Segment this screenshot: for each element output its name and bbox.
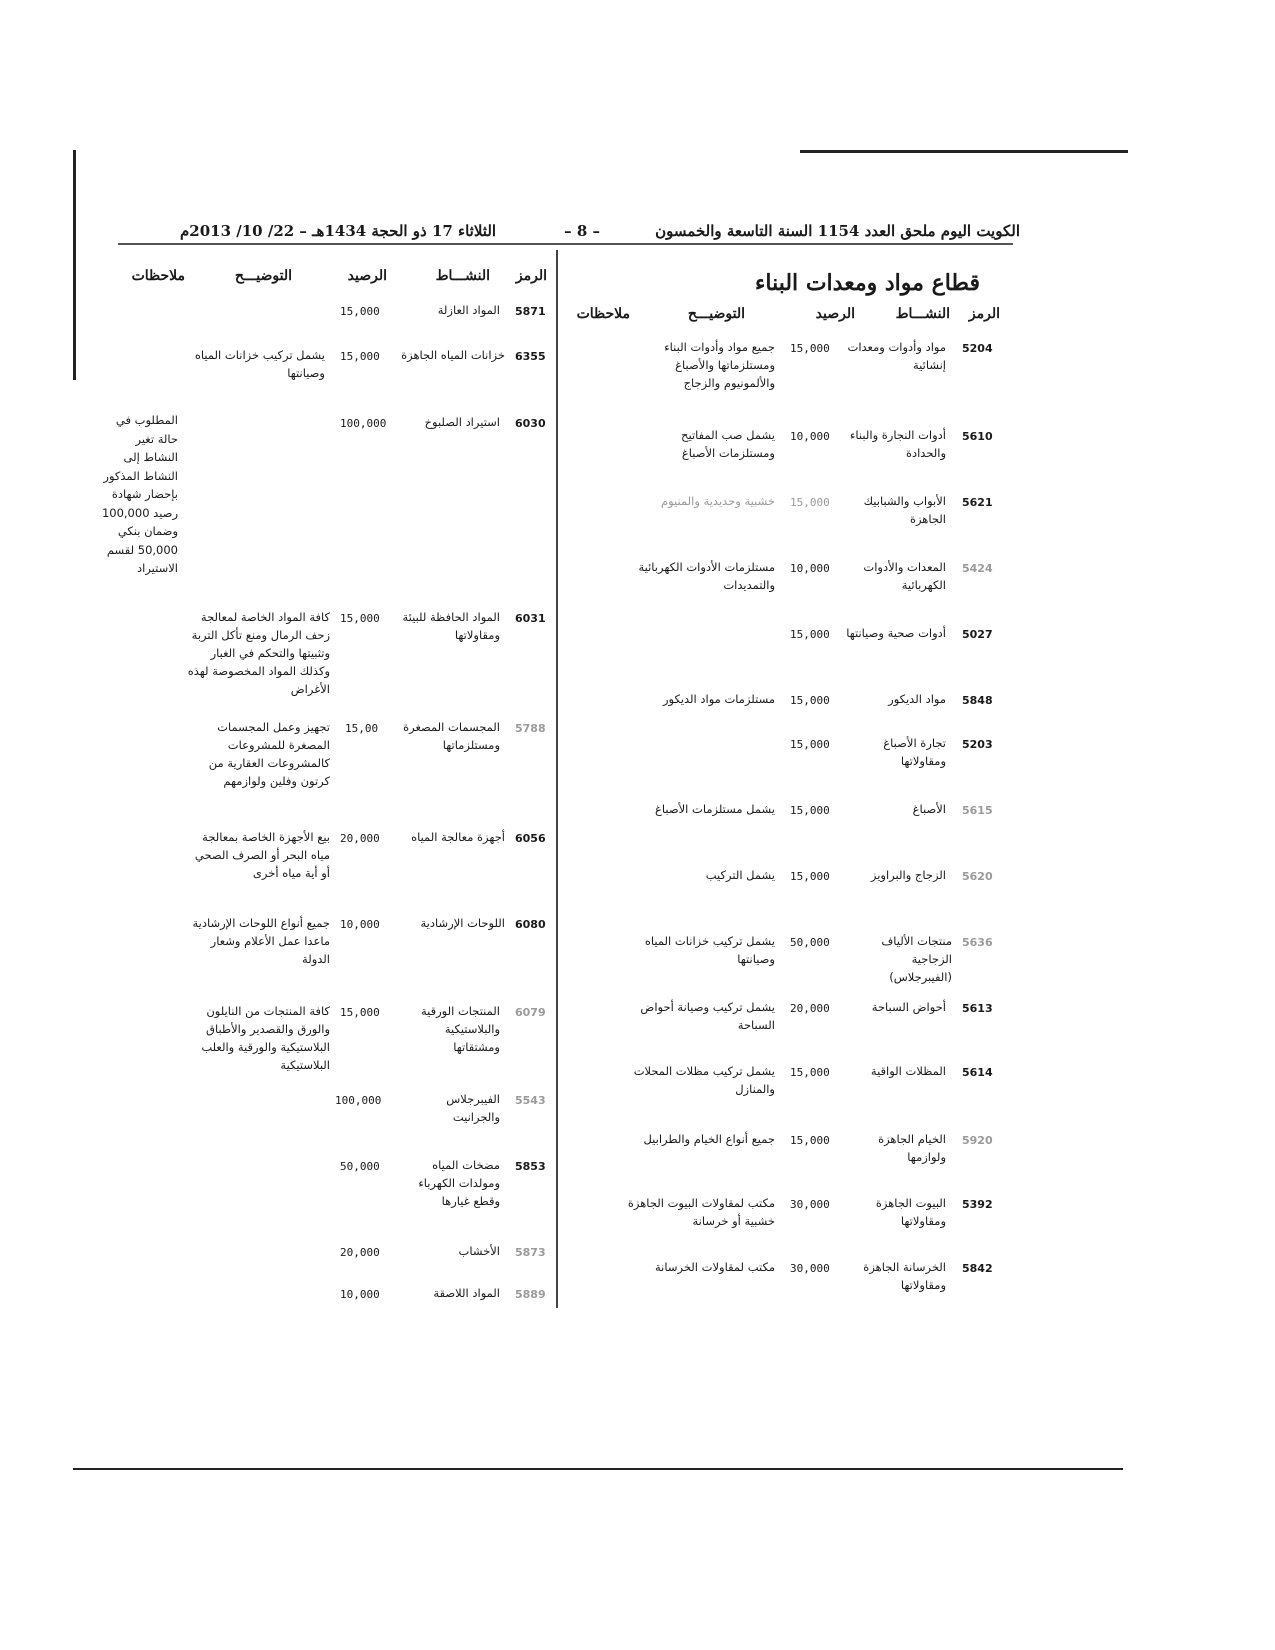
left-row-description: كافة المنتجات من النايلون والورق والقصدير والأطباق البلاستيكية والورقية والعلب البلاستيكية: [201, 1004, 330, 1072]
left-row-balance: 20,000: [340, 1246, 380, 1259]
left-row-description: جميع أنواع اللوحات الإرشادية ماعدا عمل الأعلام وشعار الدولة: [192, 916, 330, 966]
right-row-activity: البيوت الجاهزة ومقاولاتها: [875, 1196, 946, 1228]
right-row-activity: المعدات والأدوات الكهربائية: [863, 560, 946, 592]
left-row-code: 5788: [515, 722, 546, 735]
right-row-description: مكتب لمقاولات الخرسانة: [655, 1260, 775, 1274]
right-row-balance: 15,000: [790, 1134, 830, 1147]
left-row-code: 6031: [515, 612, 546, 625]
right-row-balance: 15,000: [790, 738, 830, 751]
left-head-notes: ملاحظات: [131, 268, 185, 284]
left-row-code: 5873: [515, 1246, 546, 1259]
right-row-code: 5842: [962, 1262, 993, 1275]
left-row-balance: 15,000: [340, 350, 380, 363]
right-row-balance: 20,000: [790, 1002, 830, 1015]
right-row-code: 5027: [962, 628, 993, 641]
right-row-activity: الأصباغ: [912, 802, 946, 816]
left-row-activity: استيراد الصلبوخ: [424, 415, 500, 429]
right-row-activity: أدوات النجارة والبناء والحدادة: [850, 428, 946, 460]
left-margin-rule: [73, 150, 76, 380]
left-row-activity: الأخشاب: [458, 1244, 500, 1258]
right-row-activity: مواد وأدوات ومعدات إنشائية: [847, 340, 946, 372]
right-row-code: 5424: [962, 562, 993, 575]
right-row-description: يشمل تركيب مظلات المحلات والمنازل: [633, 1064, 775, 1096]
right-row-code: 5392: [962, 1198, 993, 1211]
right-row-activity: أحواض السباحة: [871, 1000, 946, 1014]
right-row-description: يشمل صب المفاتيح ومستلزمات الأصباغ: [681, 428, 775, 460]
left-head-code: الرمز: [515, 268, 547, 284]
left-row-activity: خزانات المياه الجاهزة: [401, 348, 505, 362]
right-row-balance: 50,000: [790, 936, 830, 949]
right-row-balance: 10,000: [790, 430, 830, 443]
right-row-balance: 15,000: [790, 496, 830, 509]
right-row-description: مستلزمات مواد الديكور: [662, 692, 775, 706]
right-row-code: 5920: [962, 1134, 993, 1147]
right-row-description: جميع مواد وأدوات البناء ومستلزماتها والأصباغ والألمونيوم والزجاج: [664, 340, 775, 390]
right-row-activity: تجارة الأصباغ ومقاولاتها: [883, 736, 946, 768]
page-header: [180, 218, 1020, 248]
left-row-code: 6079: [515, 1006, 546, 1019]
right-row-description: مكتب لمقاولات البيوت الجاهزة خشبية أو خرسانة: [627, 1196, 775, 1228]
left-row-notes: المطلوب في حالة تغير النشاط إلى النشاط المذكور بإحضار شهادة رصيد 100,000 وضمان بنكي 50,000 لقسم الاستيراد: [101, 413, 178, 575]
right-row-balance: 15,000: [790, 628, 830, 641]
left-row-code: 5853: [515, 1160, 546, 1173]
left-row-balance: 15,000: [340, 1006, 380, 1019]
left-row-balance: 15,00: [345, 722, 379, 735]
left-row-balance: 20,000: [340, 832, 380, 845]
left-row-activity: المواد العازلة: [437, 303, 500, 317]
left-row-balance: 10,000: [340, 1288, 380, 1301]
right-row-balance: 15,000: [790, 1066, 830, 1079]
right-row-code: 5615: [962, 804, 993, 817]
right-row-activity: مواد الديكور: [888, 692, 946, 706]
left-row-description: كافة المواد الخاصة لمعالجة زحف الرمال ومنع تأكل التربة وتثبيتها والتحكم في الغبار وكذلك المواد المخصوصة لهذه الأغراض: [187, 610, 330, 696]
left-row-code: 6080: [515, 918, 546, 931]
right-row-code: 5636: [962, 936, 993, 949]
left-head-description: التوضيـــح: [234, 268, 292, 284]
left-row-description: تجهيز وعمل المجسمات المصغرة للمشروعات كالمشروعات العقارية من كرتون وفلين ولوازمهم: [208, 720, 330, 788]
left-row-code: 6355: [515, 350, 546, 363]
left-row-activity: المواد الحافظة للبيئة ومقاولاتها: [402, 610, 500, 642]
right-row-description: يشمل مستلزمات الأصباغ: [654, 802, 775, 816]
left-row-activity: المواد اللاصقة: [433, 1286, 500, 1300]
right-row-activity: الزجاج والبراويز: [870, 868, 946, 882]
right-row-description: يشمل تركيب وصيانة أحواض السباحة: [640, 1000, 775, 1032]
left-row-code: 6056: [515, 832, 546, 845]
right-row-balance: 15,000: [790, 804, 830, 817]
page-number: – 8 –: [564, 222, 600, 240]
right-row-balance: 10,000: [790, 562, 830, 575]
right-head-activity: النشـــاط: [895, 306, 950, 322]
right-row-activity: منتجات الألياف الزجاجية (الفيبرجلاس): [881, 934, 952, 984]
right-row-activity: أدوات صحية وصيانتها: [846, 626, 946, 640]
right-row-description: جميع أنواع الخيام والطرابيل: [643, 1132, 775, 1146]
left-row-balance: 100,000: [335, 1094, 382, 1107]
right-row-description: يشمل تركيب خزانات المياه وصيانتها: [644, 934, 775, 966]
right-row-activity: الخرسانة الجاهزة ومقاولاتها: [863, 1260, 946, 1292]
left-row-description: بيع الأجهزة الخاصة بمعالجة مياه البحر أو الصرف الصحي أو أية مياه أخرى: [194, 830, 330, 880]
left-head-activity: النشـــاط: [435, 268, 490, 284]
right-row-description: خشبية وحديدية والمنيوم: [661, 494, 775, 508]
issue-date: الثلاثاء 17 ذو الحجة 1434هـ – 22/ 10/ 2013م: [180, 222, 497, 240]
right-row-description: مستلزمات الأدوات الكهربائية والتمديدات: [638, 560, 775, 592]
right-row-balance: 30,000: [790, 1198, 830, 1211]
right-row-balance: 15,000: [790, 694, 830, 707]
left-row-activity: المجسمات المصغرة ومستلزماتها: [403, 720, 500, 752]
right-row-activity: المظلات الواقية: [870, 1064, 946, 1078]
right-row-description: يشمل التركيب: [705, 868, 775, 882]
right-head-notes: ملاحظات: [576, 306, 630, 322]
sector-title: قطاع مواد ومعدات البناء: [755, 270, 980, 296]
left-row-code: 5543: [515, 1094, 546, 1107]
left-row-activity: اللوحات الإرشادية: [420, 916, 505, 930]
bottom-rule: [73, 1468, 1123, 1470]
right-row-balance: 15,000: [790, 342, 830, 355]
right-row-activity: الأبواب والشبابيك الجاهزة: [863, 494, 946, 526]
left-row-code: 5871: [515, 305, 546, 318]
left-row-description: يشمل تركيب خزانات المياه وصيانتها: [194, 348, 325, 380]
left-row-balance: 50,000: [340, 1160, 380, 1173]
right-row-code: 5848: [962, 694, 993, 707]
right-row-code: 5620: [962, 870, 993, 883]
left-row-balance: 10,000: [340, 918, 380, 931]
right-head-description: التوضيـــح: [687, 306, 745, 322]
right-row-code: 5613: [962, 1002, 993, 1015]
left-row-activity: المنتجات الورقية والبلاستيكية ومشتقاتها: [420, 1004, 500, 1054]
left-row-activity: أجهزة معالجة المياه: [411, 830, 505, 844]
right-row-balance: 15,000: [790, 870, 830, 883]
left-row-balance: 15,000: [340, 612, 380, 625]
left-head-balance: الرصيد: [347, 268, 387, 284]
left-row-code: 5889: [515, 1288, 546, 1301]
right-row-code: 5610: [962, 430, 993, 443]
publication-title: الكويت اليوم ملحق العدد 1154 السنة التاسعة والخمسون: [655, 222, 1020, 240]
left-row-activity: مضخات المياه ومولدات الكهرباء وقطع غيارها: [418, 1158, 500, 1208]
top-rule: [800, 150, 1128, 153]
left-row-balance: 100,000: [340, 417, 387, 430]
left-row-code: 6030: [515, 417, 546, 430]
right-head-code: الرمز: [968, 306, 1000, 322]
column-divider: [556, 250, 558, 1308]
right-row-code: 5621: [962, 496, 993, 509]
left-row-balance: 15,000: [340, 305, 380, 318]
left-row-activity: الفيبرجلاس والجرانيت: [446, 1092, 500, 1124]
right-row-code: 5204: [962, 342, 993, 355]
right-row-code: 5614: [962, 1066, 993, 1079]
right-head-balance: الرصيد: [815, 306, 855, 322]
right-row-balance: 30,000: [790, 1262, 830, 1275]
right-row-activity: الخيام الجاهزة ولوازمها: [878, 1132, 946, 1164]
right-row-code: 5203: [962, 738, 993, 751]
